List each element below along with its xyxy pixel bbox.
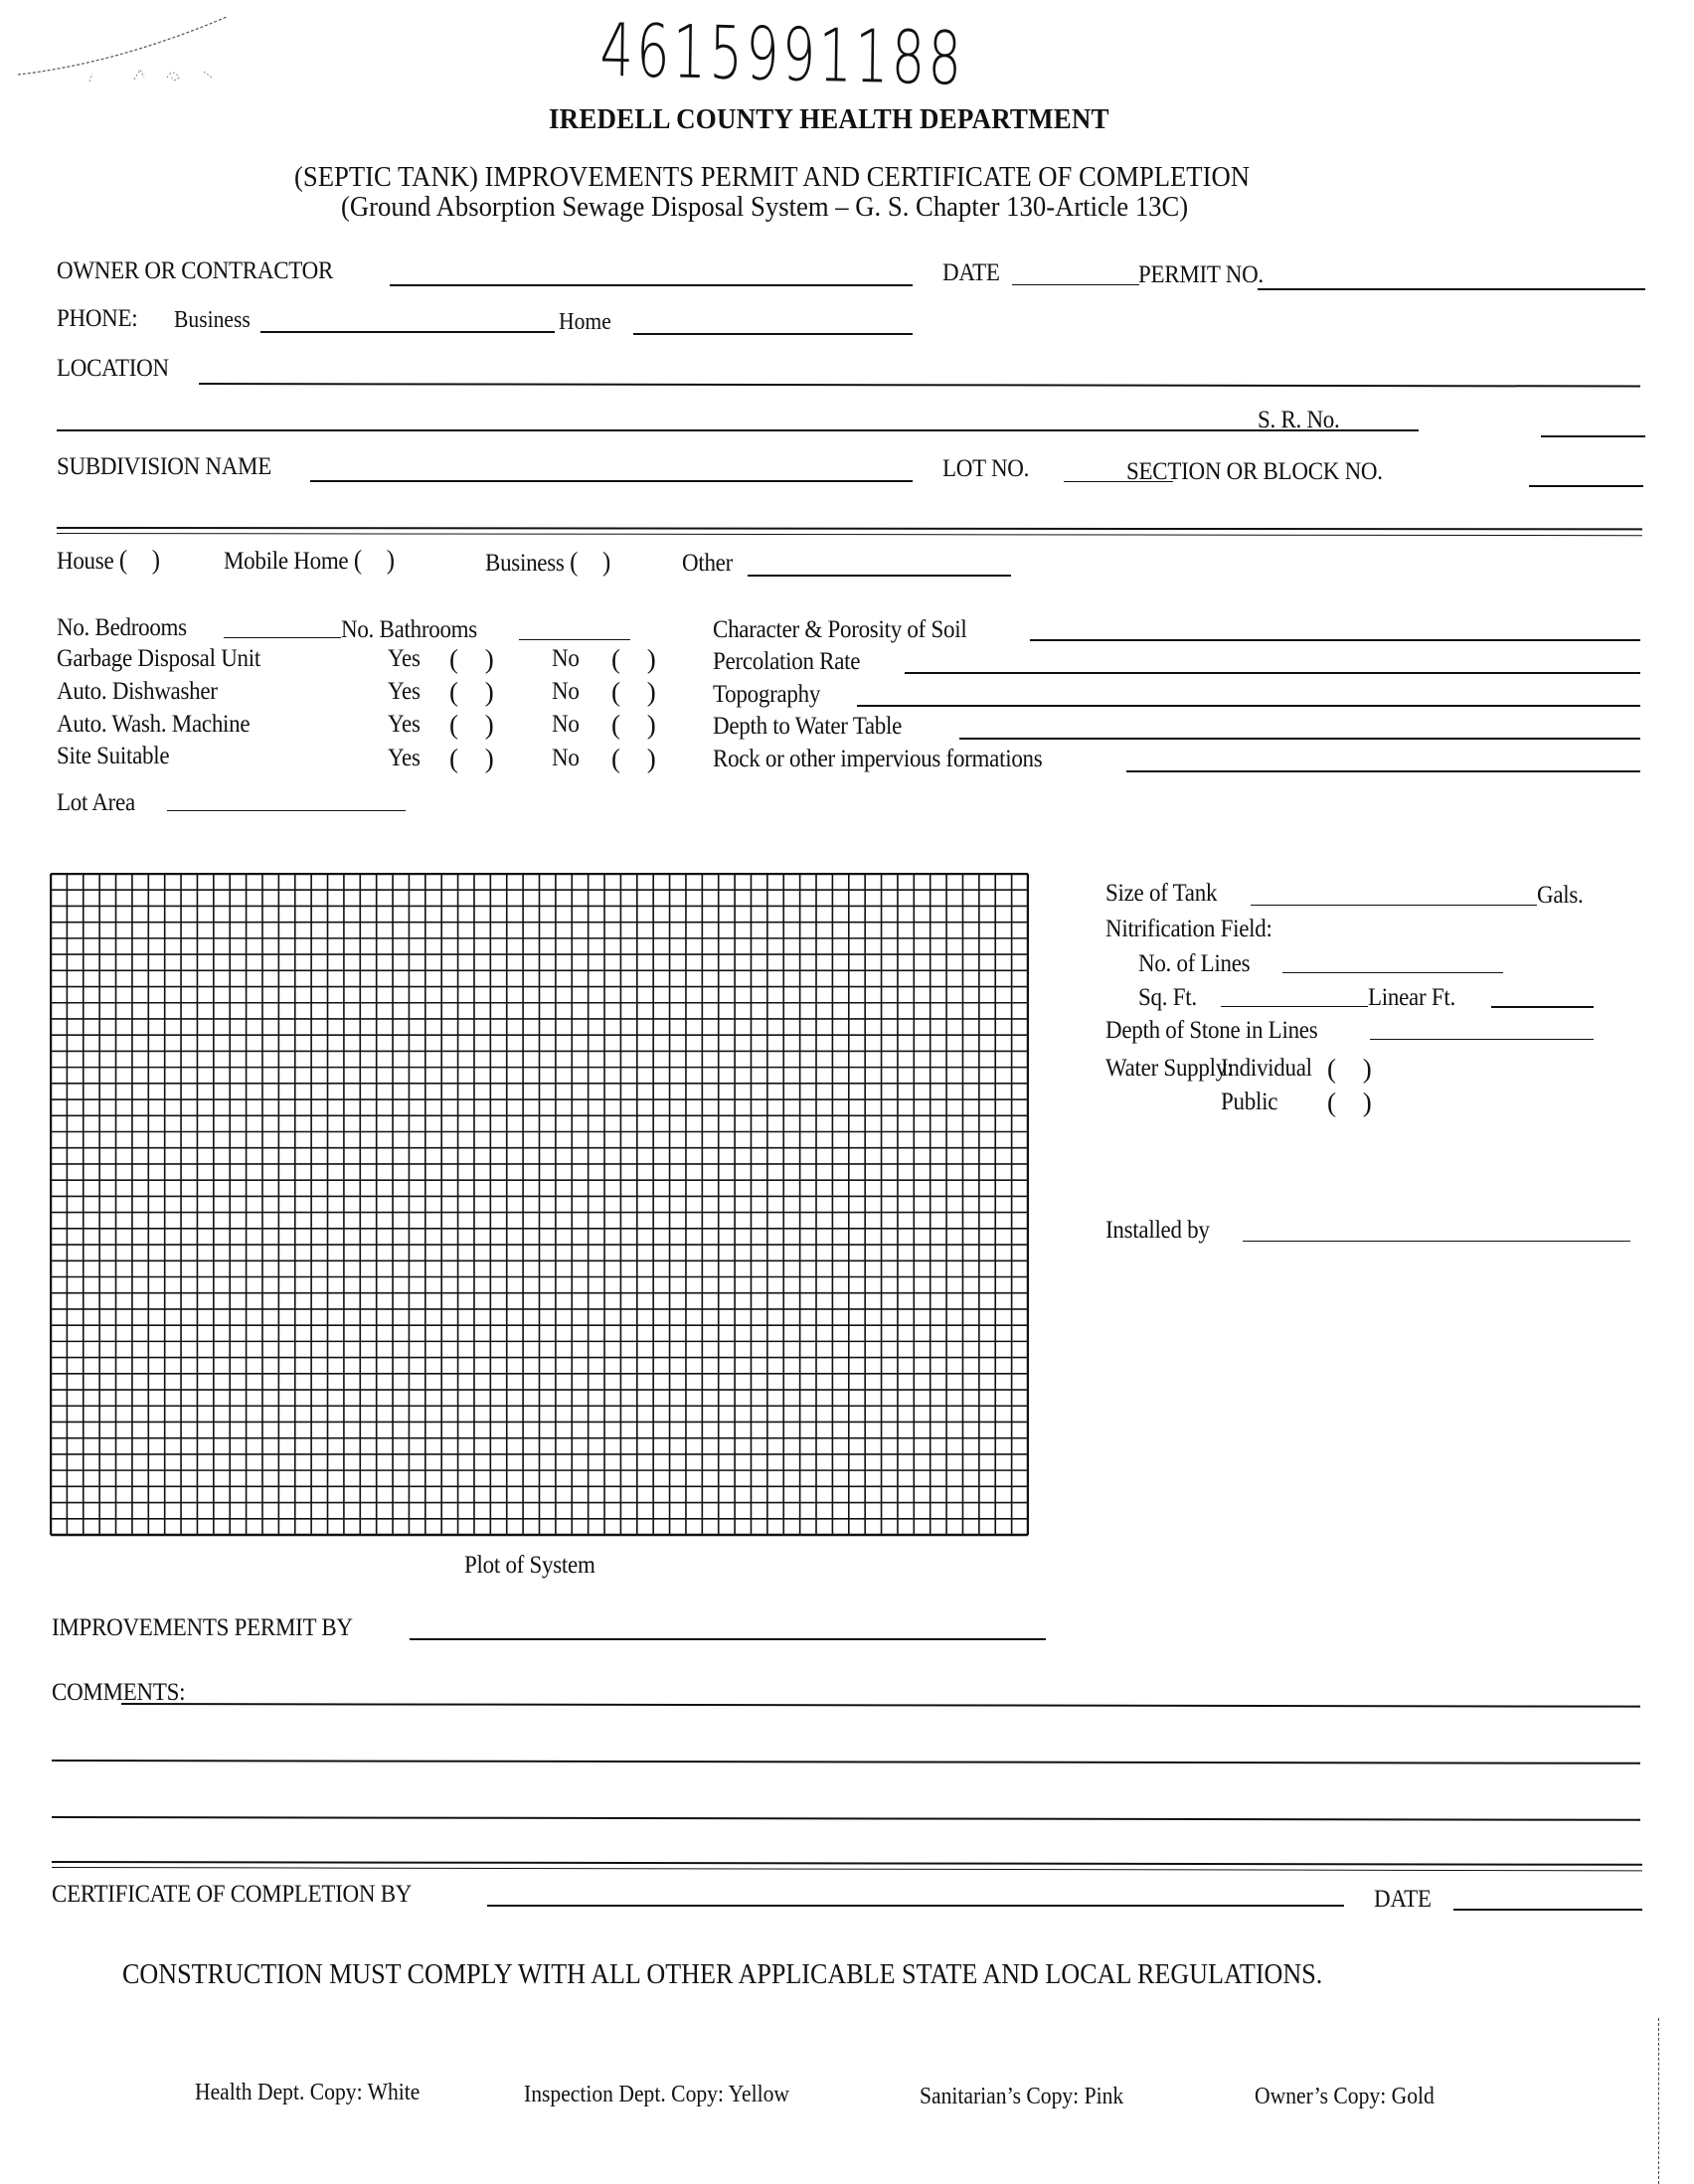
linear-feet-label: Linear Ft. bbox=[1368, 984, 1455, 1011]
subdivision-label: SUBDIVISION NAME bbox=[57, 453, 272, 480]
water-public-label: Public bbox=[1221, 1089, 1278, 1115]
percolation-rate-underline bbox=[905, 672, 1640, 674]
business-phone-underline bbox=[260, 331, 555, 333]
owner-underline bbox=[390, 284, 913, 286]
home-phone-underline bbox=[633, 333, 913, 335]
yes-label: Yes bbox=[388, 745, 421, 771]
site-suitable-yes-checkbox[interactable]: ( ) bbox=[449, 744, 504, 773]
site-suitable-label: Site Suitable bbox=[57, 743, 170, 769]
stone-depth-underline bbox=[1370, 1039, 1594, 1040]
number-of-lines-label: No. of Lines bbox=[1138, 950, 1251, 977]
improvements-permit-by-label: IMPROVEMENTS PERMIT BY bbox=[52, 1614, 353, 1641]
other-type-underline bbox=[748, 575, 1011, 577]
installed-by-label: Installed by bbox=[1105, 1217, 1210, 1244]
water-table-underline bbox=[959, 738, 1640, 740]
scan-edge-mark bbox=[1658, 2018, 1659, 2184]
form-title: (SEPTIC TANK) IMPROVEMENTS PERMIT AND CERTIFICATE OF COMPLETION bbox=[294, 161, 1251, 193]
pen-stroke-mark bbox=[0, 0, 258, 109]
owner-input[interactable] bbox=[390, 256, 921, 282]
water-table-label: Depth to Water Table bbox=[713, 713, 903, 740]
plot-caption: Plot of System bbox=[464, 1552, 595, 1579]
home-phone-input[interactable] bbox=[633, 305, 921, 331]
wash-machine-no-checkbox[interactable]: ( ) bbox=[611, 710, 666, 740]
building-business-option[interactable] bbox=[485, 549, 619, 576]
lot-area-input[interactable] bbox=[167, 782, 414, 808]
sr-number-input[interactable] bbox=[1541, 408, 1653, 433]
permit-number-input[interactable] bbox=[1258, 260, 1653, 286]
improvements-permit-by-underline bbox=[410, 1638, 1046, 1640]
number-of-lines-input[interactable] bbox=[1282, 944, 1511, 970]
certificate-divider-bottom bbox=[52, 1867, 1642, 1871]
comments-line-2 bbox=[52, 1760, 1640, 1764]
certificate-divider-top bbox=[52, 1861, 1642, 1866]
plot-of-system-grid[interactable] bbox=[50, 873, 1029, 1537]
certificate-date-underline bbox=[1453, 1909, 1642, 1911]
comments-input-2[interactable] bbox=[52, 1732, 1648, 1758]
bathrooms-label: No. Bathrooms bbox=[341, 616, 477, 643]
dishwasher-no-checkbox[interactable]: ( ) bbox=[611, 677, 666, 707]
water-table-input[interactable] bbox=[959, 710, 1648, 736]
nitrification-field-label: Nitrification Field: bbox=[1105, 916, 1272, 942]
comments-input-1[interactable] bbox=[121, 1675, 1648, 1701]
comments-line-3 bbox=[52, 1816, 1640, 1821]
home-phone-label: Home bbox=[559, 309, 611, 335]
section-block-label: SECTION OR BLOCK NO. bbox=[1126, 458, 1383, 485]
permit-number-label: PERMIT NO. bbox=[1138, 261, 1264, 288]
soil-porosity-input[interactable] bbox=[1030, 611, 1648, 637]
no-label: No bbox=[552, 678, 580, 705]
copy-inspection-dept: Inspection Dept. Copy: Yellow bbox=[524, 2082, 790, 2107]
yes-label: Yes bbox=[388, 711, 421, 738]
mobile-home-label: Mobile Home bbox=[224, 548, 349, 575]
section-divider-top bbox=[57, 527, 1642, 530]
square-feet-input[interactable] bbox=[1221, 978, 1376, 1004]
lot-area-label: Lot Area bbox=[57, 789, 135, 816]
garbage-disposal-yes-checkbox[interactable]: ( ) bbox=[449, 644, 504, 674]
section-divider-bottom bbox=[57, 533, 1642, 536]
copy-health-dept: Health Dept. Copy: White bbox=[195, 2080, 421, 2105]
building-mobile-home-option[interactable] bbox=[224, 547, 404, 574]
dishwasher-yes-checkbox[interactable]: ( ) bbox=[449, 677, 504, 707]
water-supply-label: Water Supply: bbox=[1105, 1055, 1234, 1082]
form-subtitle: (Ground Absorption Sewage Disposal System – G. S. Chapter 130-Article 13C) bbox=[341, 191, 1189, 223]
lot-area-underline bbox=[167, 810, 406, 811]
permit-number-underline bbox=[1258, 288, 1645, 290]
business-phone-label: Business bbox=[174, 307, 251, 333]
installed-by-input[interactable] bbox=[1243, 1213, 1638, 1239]
building-house-option[interactable] bbox=[57, 547, 169, 574]
tank-unit-label: Gals. bbox=[1537, 882, 1584, 909]
location-underline bbox=[199, 383, 1640, 388]
compliance-notice: CONSTRUCTION MUST COMPLY WITH ALL OTHER APPLICABLE STATE AND LOCAL REGULATIONS. bbox=[122, 1958, 1323, 1990]
bedrooms-label: No. Bedrooms bbox=[57, 614, 187, 641]
location-line2-underline bbox=[57, 429, 1419, 431]
business-checkbox[interactable]: ( ) bbox=[570, 547, 620, 577]
business-type-label: Business bbox=[485, 550, 565, 577]
wash-machine-yes-checkbox[interactable]: ( ) bbox=[449, 710, 504, 740]
section-block-input[interactable] bbox=[1529, 457, 1651, 483]
wash-machine-label: Auto. Wash. Machine bbox=[57, 711, 251, 738]
linear-feet-underline bbox=[1491, 1006, 1594, 1008]
garbage-disposal-label: Garbage Disposal Unit bbox=[57, 645, 261, 672]
comments-line-1 bbox=[121, 1703, 1640, 1708]
section-block-underline bbox=[1529, 485, 1643, 487]
mobile-home-checkbox[interactable]: ( ) bbox=[353, 545, 405, 575]
date-input[interactable] bbox=[1012, 256, 1147, 282]
soil-porosity-label: Character & Porosity of Soil bbox=[713, 616, 967, 643]
bedrooms-input[interactable] bbox=[224, 609, 349, 635]
yes-label: Yes bbox=[388, 678, 421, 705]
square-feet-label: Sq. Ft. bbox=[1138, 984, 1197, 1011]
yes-label: Yes bbox=[388, 645, 421, 672]
certificate-date-input[interactable] bbox=[1453, 1881, 1650, 1907]
water-individual-label: Individual bbox=[1221, 1055, 1312, 1082]
owner-label: OWNER OR CONTRACTOR bbox=[57, 257, 334, 284]
impervious-formations-input[interactable] bbox=[1126, 743, 1648, 768]
location-line2-input[interactable] bbox=[57, 402, 1427, 427]
dishwasher-label: Auto. Dishwasher bbox=[57, 678, 218, 705]
house-checkbox[interactable]: ( ) bbox=[118, 545, 170, 575]
square-feet-underline bbox=[1221, 1006, 1368, 1007]
sr-number-label: S. R. No. bbox=[1258, 407, 1340, 433]
number-of-lines-underline bbox=[1282, 972, 1503, 973]
soil-porosity-underline bbox=[1030, 639, 1640, 641]
topography-underline bbox=[857, 705, 1640, 707]
installed-by-underline bbox=[1243, 1241, 1630, 1242]
improvements-permit-by-input[interactable] bbox=[410, 1610, 1054, 1636]
agency-title: IREDELL COUNTY HEALTH DEPARTMENT bbox=[549, 103, 1109, 135]
subdivision-underline bbox=[310, 480, 913, 482]
phone-label: PHONE: bbox=[57, 305, 138, 332]
bathrooms-input[interactable] bbox=[519, 611, 638, 637]
tank-size-input[interactable] bbox=[1251, 877, 1545, 903]
business-phone-input[interactable] bbox=[260, 303, 563, 329]
percolation-rate-label: Percolation Rate bbox=[713, 648, 861, 675]
other-type-input[interactable] bbox=[748, 547, 1019, 573]
water-public-checkbox[interactable]: ( ) bbox=[1327, 1088, 1382, 1117]
percolation-rate-input[interactable] bbox=[905, 644, 1648, 670]
stone-depth-input[interactable] bbox=[1370, 1011, 1602, 1037]
handwritten-file-number: 4615991188 bbox=[599, 8, 965, 102]
date-label: DATE bbox=[942, 259, 1000, 286]
copy-sanitarian: Sanitarian’s Copy: Pink bbox=[920, 2084, 1124, 2109]
no-label: No bbox=[552, 645, 580, 672]
garbage-disposal-no-checkbox[interactable]: ( ) bbox=[611, 644, 666, 674]
water-individual-checkbox[interactable]: ( ) bbox=[1327, 1054, 1382, 1084]
no-label: No bbox=[552, 711, 580, 738]
comments-input-3[interactable] bbox=[52, 1788, 1648, 1814]
topography-label: Topography bbox=[713, 681, 821, 708]
certificate-of-completion-input[interactable] bbox=[487, 1877, 1352, 1903]
bathrooms-underline bbox=[519, 639, 630, 640]
house-label: House bbox=[57, 548, 114, 575]
impervious-formations-label: Rock or other impervious formations bbox=[713, 746, 1043, 772]
certificate-of-completion-label: CERTIFICATE OF COMPLETION BY bbox=[52, 1881, 413, 1908]
stone-depth-label: Depth of Stone in Lines bbox=[1105, 1017, 1318, 1044]
location-input[interactable] bbox=[199, 354, 1648, 380]
subdivision-input[interactable] bbox=[310, 452, 921, 478]
comments-label: COMMENTS: bbox=[52, 1679, 186, 1706]
date-underline bbox=[1012, 284, 1139, 285]
certificate-of-completion-underline bbox=[487, 1905, 1344, 1907]
sr-number-underline bbox=[1541, 435, 1645, 437]
site-suitable-no-checkbox[interactable]: ( ) bbox=[611, 744, 666, 773]
other-type-label: Other bbox=[682, 550, 733, 577]
tank-size-label: Size of Tank bbox=[1105, 880, 1218, 907]
copy-owner: Owner’s Copy: Gold bbox=[1255, 2084, 1435, 2109]
tank-size-underline bbox=[1251, 905, 1537, 906]
linear-feet-input[interactable] bbox=[1491, 978, 1602, 1004]
location-label: LOCATION bbox=[57, 355, 169, 382]
bedrooms-underline bbox=[224, 637, 341, 638]
lot-number-label: LOT NO. bbox=[942, 455, 1030, 482]
certificate-date-label: DATE bbox=[1374, 1886, 1432, 1913]
no-label: No bbox=[552, 745, 580, 771]
impervious-formations-underline bbox=[1126, 770, 1640, 772]
topography-input[interactable] bbox=[857, 677, 1648, 703]
